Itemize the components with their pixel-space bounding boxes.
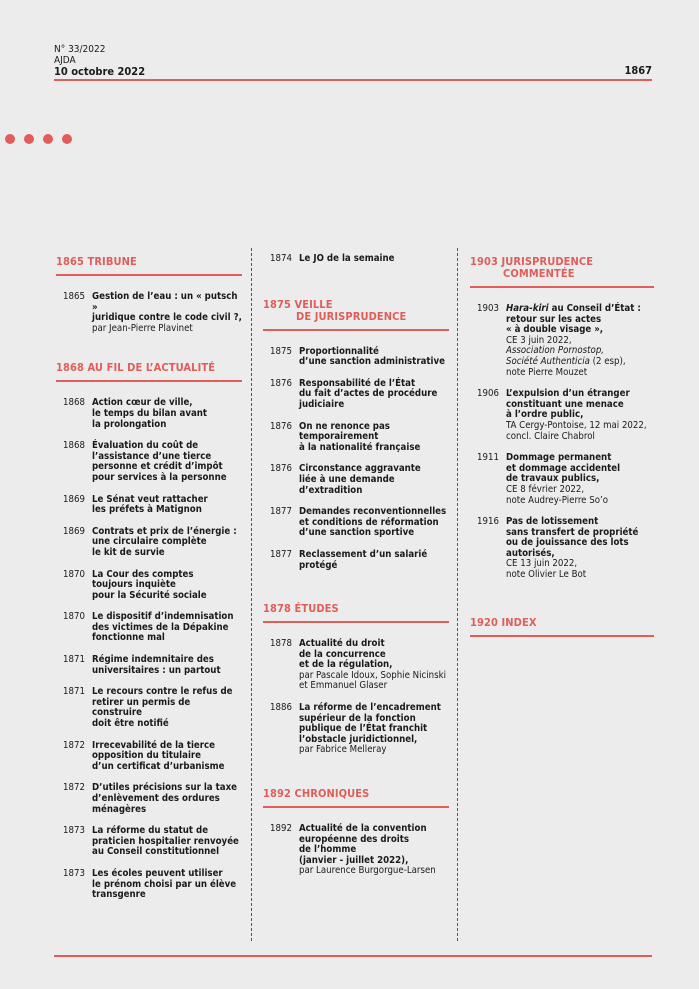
entry-title: Circonstance aggravante liée à une demande d’extradition bbox=[299, 463, 421, 496]
toc-entry[interactable] bbox=[56, 441, 242, 483]
entry-author: CE 13 juin 2022, note Olivier Le Bot bbox=[506, 558, 587, 581]
decorative-dots bbox=[5, 134, 72, 144]
entry-page: 1872 bbox=[63, 782, 85, 794]
title-italic: Hara-kiri bbox=[506, 303, 549, 314]
entry-title: Régime indemnitaire des universitaires : un partout bbox=[92, 654, 221, 676]
toc-entry[interactable] bbox=[263, 254, 449, 265]
toc-entry[interactable] bbox=[263, 464, 449, 496]
toc-entry[interactable] bbox=[263, 422, 449, 454]
toc-entry[interactable] bbox=[56, 687, 242, 729]
entry-title: D’utiles précisions sur la taxe d’enlèvement des ordures ménagères bbox=[92, 782, 238, 815]
section-heading-veille bbox=[263, 299, 449, 331]
toc-entry[interactable] bbox=[56, 655, 242, 676]
heading-line: DE JURISPRUDENCE bbox=[296, 309, 407, 323]
entry-page: 1876 bbox=[270, 377, 292, 389]
issue-date: 10 octobre 2022 bbox=[54, 65, 146, 78]
toc-entry[interactable] bbox=[56, 495, 242, 516]
entry-author: par Pascale Idoux, Sophie Nicinski et Emmanuel Glaser bbox=[299, 669, 446, 692]
entry-page: 1875 bbox=[270, 345, 292, 357]
entry-title: Évaluation du coût de l’assistance d’une tierce personne et crédit d’impôt pour services à la personne bbox=[92, 440, 227, 483]
toc-entry[interactable] bbox=[263, 507, 449, 539]
toc-entry[interactable] bbox=[56, 869, 242, 901]
entry-page: 1892 bbox=[270, 823, 292, 835]
section-heading-actualite: 1868 AU FIL DE L’ACTUALITÉ bbox=[56, 362, 242, 382]
entry-title: Irrecevabilité de la tierce opposition du titulaire d’un certificat d’urbanisme bbox=[92, 739, 225, 772]
entry-author: par Jean-Pierre Plavinet bbox=[92, 322, 193, 334]
toc-entry[interactable] bbox=[470, 389, 654, 442]
entry-title: Proportionnalité d’une sanction administrative bbox=[299, 345, 445, 368]
entry-author: note Pierre Mouzet bbox=[506, 366, 588, 378]
page-number: 1867 bbox=[624, 64, 652, 77]
decision-note: (2 esp), bbox=[589, 355, 626, 367]
toc-entry[interactable] bbox=[56, 826, 242, 858]
entry-page: 1886 bbox=[270, 702, 292, 714]
entry-page: 1878 bbox=[270, 638, 292, 650]
toc-entry[interactable] bbox=[263, 379, 449, 411]
entry-page: 1876 bbox=[270, 463, 292, 475]
column-separator bbox=[251, 248, 252, 941]
entry-title: La Cour des comptes toujours inquiète pour la Sécurité sociale bbox=[92, 568, 207, 601]
entry-page: 1870 bbox=[63, 611, 85, 623]
toc-entry[interactable] bbox=[56, 741, 242, 773]
entry-page: 1871 bbox=[63, 686, 85, 698]
entry-page: 1872 bbox=[63, 739, 85, 751]
section-heading-index: 1920 INDEX bbox=[470, 617, 654, 637]
entry-page: 1869 bbox=[63, 525, 85, 537]
entry-decision bbox=[506, 336, 654, 378]
entry-title: On ne renonce pas temporairement à la nationalité française bbox=[299, 420, 421, 453]
entry-page: 1906 bbox=[477, 388, 499, 400]
toc-entry[interactable] bbox=[263, 703, 449, 756]
dot bbox=[5, 134, 15, 144]
entry-title bbox=[506, 304, 654, 336]
entry-title: Le dispositif d’indemnisation des victimes de la Dépakine fonctionne mal bbox=[92, 611, 234, 644]
entry-title: Le Sénat veut rattacher les préfets à Matignon bbox=[92, 493, 208, 516]
entry-page: 1868 bbox=[63, 397, 85, 409]
entry-page: 1877 bbox=[270, 506, 292, 518]
column-separator bbox=[457, 248, 458, 941]
toc-entry[interactable] bbox=[56, 612, 242, 644]
entry-page: 1873 bbox=[63, 825, 85, 837]
entry-title: Actualité du droit de la concurrence et de la régulation, bbox=[299, 638, 393, 671]
entry-title: Dommage permanent et dommage accidentel de travaux publics, bbox=[506, 452, 621, 485]
dot bbox=[24, 134, 34, 144]
entry-page: 1903 bbox=[477, 303, 499, 314]
header-rule bbox=[54, 79, 652, 81]
toc-column-3 bbox=[470, 248, 654, 653]
entry-page: 1870 bbox=[63, 568, 85, 580]
dot bbox=[43, 134, 53, 144]
entry-title: Responsabilité de l’État du fait d’actes de procédure judiciaire bbox=[299, 377, 438, 410]
toc-column-1 bbox=[56, 248, 242, 912]
entry-page: 1873 bbox=[63, 867, 85, 879]
toc-entry[interactable] bbox=[263, 550, 449, 571]
decision-ref: CE 3 juin 2022, bbox=[506, 334, 572, 346]
entry-title: Contrats et prix de l’énergie : une circulaire complète le kit de survie bbox=[92, 525, 237, 558]
footer-rule bbox=[54, 955, 652, 957]
party-name: Association Pornostop, bbox=[506, 345, 605, 357]
entry-author: TA Cergy-Pontoise, 12 mai 2022, concl. Claire Chabrol bbox=[506, 419, 647, 442]
issue-number: N° 33/2022 bbox=[54, 44, 106, 55]
toc-entry[interactable] bbox=[470, 453, 654, 506]
entry-title: Gestion de l’eau : un « putsch » juridique contre le code civil ?, bbox=[92, 291, 242, 324]
entry-title: Le JO de la semaine bbox=[299, 253, 395, 264]
section-heading-etudes: 1878 ÉTUDES bbox=[263, 603, 449, 623]
toc-entry[interactable] bbox=[56, 783, 242, 815]
page-header bbox=[54, 44, 145, 77]
toc-entry[interactable] bbox=[263, 347, 449, 368]
entry-author: par Fabrice Melleray bbox=[299, 744, 387, 756]
toc-entry[interactable] bbox=[56, 292, 242, 334]
entry-page: 1865 bbox=[63, 291, 85, 302]
toc-entry[interactable] bbox=[263, 824, 449, 877]
toc-entry[interactable] bbox=[56, 398, 242, 430]
heading-line: 1875 VEILLE bbox=[263, 297, 333, 311]
entry-page: 1911 bbox=[477, 452, 499, 464]
journal-name: AJDA bbox=[54, 55, 76, 66]
entry-page: 1876 bbox=[270, 420, 292, 432]
entry-title: Action cœur de ville, le temps du bilan avant la prolongation bbox=[92, 397, 208, 430]
toc-entry[interactable] bbox=[56, 570, 242, 602]
toc-column-2 bbox=[263, 248, 449, 888]
section-heading-jurisprudence bbox=[470, 256, 654, 288]
entry-author: CE 8 février 2022, note Audrey-Pierre So’o bbox=[506, 483, 608, 506]
entry-page: 1877 bbox=[270, 548, 292, 560]
toc-entry[interactable] bbox=[470, 517, 654, 581]
entry-page: 1869 bbox=[63, 493, 85, 505]
toc-entry[interactable] bbox=[263, 639, 449, 692]
party-name: Société Authenticia bbox=[506, 355, 590, 367]
entry-page: 1868 bbox=[63, 440, 85, 452]
entry-title: Les écoles peuvent utiliser le prénom choisi par un élève transgenre bbox=[92, 867, 237, 901]
heading-line: COMMENTÉE bbox=[503, 267, 575, 280]
dot bbox=[62, 134, 72, 144]
entry-title: Actualité de la convention européenne des droits de l’homme (janvier - juillet 2022), bbox=[299, 823, 427, 866]
entry-title: L’expulsion d’un étranger constituant une menace à l’ordre public, bbox=[506, 388, 630, 421]
entry-title: La réforme de l’encadrement supérieur de la fonction publique de l’État franchit l’obstacle juridictionnel, bbox=[299, 702, 441, 745]
entry-title: Le recours contre le refus de retirer un permis de construire doit être notifié bbox=[92, 686, 233, 730]
entry-title: Demandes reconventionnelles et conditions de réformation d’une sanction sportive bbox=[299, 506, 447, 539]
toc-entry[interactable] bbox=[470, 304, 654, 378]
entry-author: par Laurence Burgorgue-Larsen bbox=[299, 865, 436, 877]
section-heading-tribune: 1865 TRIBUNE bbox=[56, 256, 242, 276]
entry-title: Pas de lotissement sans transfert de propriété ou de jouissance des lots autorisés, bbox=[506, 516, 639, 559]
section-heading-chroniques: 1892 CHRONIQUES bbox=[263, 788, 449, 808]
entry-page: 1916 bbox=[477, 516, 499, 528]
entry-page: 1871 bbox=[63, 654, 85, 666]
toc-entry[interactable] bbox=[56, 527, 242, 559]
heading-line: 1903 JURISPRUDENCE bbox=[470, 255, 594, 268]
entry-page: 1874 bbox=[270, 253, 292, 264]
entry-title: Reclassement d’un salarié protégé bbox=[299, 548, 428, 571]
title-rest: au Conseil d’État : retour sur les actes « à double visage », bbox=[506, 303, 641, 336]
entry-title: La réforme du statut de praticien hospitalier renvoyée au Conseil constitutionnel bbox=[92, 825, 239, 858]
